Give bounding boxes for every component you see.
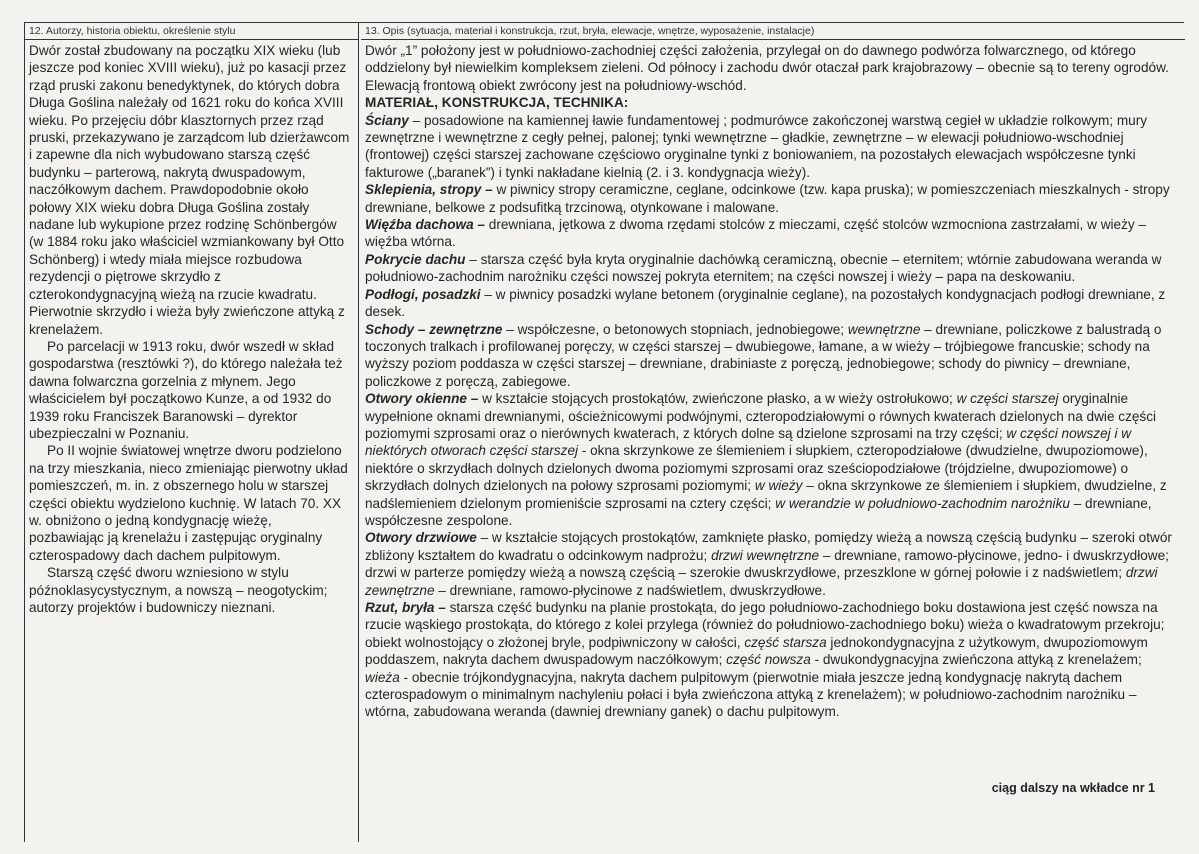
windows-italic-1: w części starszej	[956, 391, 1059, 407]
doors-italic-2: drzwi zewnętrzne	[365, 565, 1158, 598]
entry-windows	[365, 390, 1179, 529]
plan-italic-2: część nowsza	[726, 652, 811, 668]
windows-italic-2: w części nowszej i w niektórych otworach części starszej	[365, 425, 1132, 459]
stairs-text-2: – drewniane, policzkowe z balustradą o toczonych tralkach i profilowanej poręczy, w części starszej – dwubiegowe, łamane, a w wieży – trójbiegowe francuskie; schody na wyższy poziom poddasza w części starszej – drewniane, drabiniaste z poręczą, jednobiegowe; schody do piwnicy – drewniane, policzkowe z poręczą, zabiegowe.	[365, 321, 1162, 389]
plan-text-1: starsza część budynku na planie prostokąta, do jego południowo-zachodniego boku dostawiona jest część nowsza na rzucie wąskiego prostokąta, do którego z kolei przylega (również do południowo-zachodniego boku) wieża o kwadratowym przekroju; obiekt wolnostojący o złożonej bryle, podpiwniczony w całości,	[365, 600, 1165, 650]
entry-vaults	[365, 181, 1179, 216]
windows-italic-4: w werandzie w południowo-zachodnim narożniku	[775, 495, 1070, 511]
windows-italic-3: w wieży	[754, 478, 803, 494]
windows-text-3: - okna skrzynkowe ze ślemieniem i słupkiem, czteropodziałowe (dwudzielne, dwupoziomowe), niektóre o skrzydłach dolnych dzielonych dwoma poziomymi szprosami oraz sześciopodziałowe (trójdzielne, dwupoziomowe) o skrzydłach dolnych dzielonych na połowy szprosami poziomymi;	[365, 443, 1148, 494]
entry-floors	[365, 286, 1179, 321]
entry-roofing	[365, 251, 1179, 286]
windows-label: Otwory okienne –	[365, 391, 479, 407]
stairs-label: Schody	[365, 321, 415, 337]
windows-text-4: – okna skrzynkowe ze ślemieniem i słupkiem, dwudzielne, z nadślemieniem dzielonym promieniście szprosami na cztery części;	[365, 478, 1167, 511]
plan-text-2: jednokondygnacyjna z użytkowym, dwupoziomowym poddaszem, nakryta dachem dwuspadowym naczółkowym;	[365, 634, 1148, 668]
section-12-column	[25, 23, 359, 842]
plan-label: Rzut, bryła –	[365, 600, 446, 615]
section-12-heading: 12. Autorzy, historia obiektu, określenie stylu	[25, 23, 358, 40]
section-12-body	[25, 40, 358, 616]
section-title: MATERIAŁ, KONSTRUKCJA, TECHNIKA:	[365, 95, 629, 111]
entry-stairs	[365, 321, 1179, 391]
entry-walls	[365, 112, 1179, 182]
section-13-body	[361, 40, 1185, 721]
history-paragraph-3: Po II wojnie światowej wnętrze dworu podzielono na trzy mieszkania, nieco zmieniając pierwotny układ pomieszczeń, m. in. z obszernego holu w starszej części obiektu wydzielono kuchnię. W latach 70. XX w. obniżono o jedną kondygnację wieżę, pozbawiając ją krenelażu i zastępując oryginalny czterospadowy dach dachem pulpitowym.	[29, 443, 348, 563]
history-paragraph-1: Dwór został zbudowany na początku XIX wieku (lub jeszcze pod koniec XVIII wieku), już po kasacji przez rząd pruski zakonu benedyktynek, do których dobra Długa Goślina należały od 1621 roku do końca XVIII wieku. Po przejęciu dóbr klasztornych przez rząd pruski, przekazywano je zarządcom lub dzierżawcom i zapewne dla nich wybudowano starszą część budynku – parterową, nakrytą dwuspadowym, naczółkowym dachem. Prawdopodobnie około połowy XIX wieku dobra Długa Goślina zostały nadane lub wykupione przez rodzinę Schönbergów (w 1884 roku jako właściciel wzmiankowany był Otto Schönberg) i wtedy miała miejsce rozbudowa rezydencji o piętrowe skrzydło z czterokondygnacyjną wieżą na rzucie kwadratu. Pierwotnie skrzydło i wieża były zwieńczone attyką z krenelażem.	[29, 43, 350, 337]
plan-text-4: - obecnie trójkondygnacyjna, nakryta dachem pulpitowym (pierwotnie miała jeszcze jedną kondygnację nakrytą dachem czterospadowym o minimalnym nachyleniu połaci i była zwieńczona attyką z krenelażem); w południowo-zachodnim narożniku – wtórna, zabudowana weranda (dawniej drewniany ganek) o dachu pulpitowym.	[365, 669, 1137, 720]
stairs-internal-label: wewnętrzne	[847, 321, 921, 337]
walls-text: – posadowione na kamiennej ławie fundamentowej ; podmurówce zakończonej warstwą cegieł w układzie rolkowym; mury zewnętrzne i wewnętrzne z cegły pełnej, palonej; tynki wewnętrzne – gładkie, zewnętrzne – w elewacji południowo-wschodniej (frontowej) części starszej zachowane częściowo oryginalne tynki z boniowaniem, na pozostałych elewacjach współczesne tynki fakturowe („baranek”) i tynki nakładane kielnią (2. i 3. kondygnacja wieży).	[365, 112, 1148, 180]
roof-truss-text: drewniana, jętkowa z dwoma rzędami stolców z mieczami, część stolców wzmocniona zastrzałami, w wieży – więźba wtórna.	[365, 217, 1147, 250]
vaults-text: w piwnicy stropy ceramiczne, ceglane, odcinkowe (tzw. kapa pruska); w pomieszczeniach mieszkalnych - stropy drewniane, belkowe z podsufitką trzcinową, otynkowane i malowane.	[365, 182, 1170, 215]
form-sheet	[24, 22, 1184, 842]
description-intro: Dwór „1” położony jest w południowo-zachodniej części założenia, przylegał on do dawnego podwórza folwarcznego, od którego oddzielony był niewielkim kompleksem zieleni. Od północy i zachodu dwór otaczał park krajobrazowy – obecnie są to tereny ogrodów. Elewacją frontową obiekt zwrócony jest na południowy-wschód.	[365, 43, 1169, 93]
stairs-text-1: – współczesne, o betonowych stopniach, jednobiegowe;	[502, 321, 848, 337]
stairs-external-label: – zewnętrzne	[414, 321, 503, 337]
plan-text-3: - dwukondygnacyjna zwieńczona attyką z krenelażem;	[810, 652, 1142, 668]
walls-label: Ściany	[365, 112, 409, 128]
floors-label: Podłogi, posadzki	[365, 286, 481, 302]
entry-doors	[365, 529, 1179, 599]
roofing-text: – starsza część była kryta oryginalnie dachówką ceramiczną, obecnie – eternitem; wtórnie zabudowana weranda w południowo-zachodnim narożniku części nowszej pokryta eternitem; na części nowszej i wieży – papa na deskowaniu.	[365, 251, 1162, 285]
doors-text-1: – w kształcie stojących prostokątów, zamknięte płasko, pomiędzy wieżą a nowszą częścią budynku – szeroki otwór zbliżony kształtem do kwadratu o odcinkowym nadprożu;	[365, 530, 1172, 563]
windows-text-2: oryginalnie wypełnione oknami drewnianymi, ościeżnicowymi podwójnymi, czteropodziałowymi o równych kwaterach dzielonych na dwie części poziomymi szprosami oraz o nierównych kwaterach, z których dolne są dzielone szprosami na trzy części;	[365, 391, 1157, 441]
continued-note: ciąg dalszy na wkładce nr 1	[991, 781, 1155, 795]
plan-italic-3: wieża	[365, 669, 400, 685]
roof-truss-label: Więźba dachowa –	[365, 217, 485, 233]
windows-text-5: – drewniane, współczesne zespolone.	[365, 495, 1152, 528]
entry-plan-massing	[365, 599, 1179, 721]
windows-text-1: w kształcie stojących prostokątów, zwieńczone płasko, a w wieży ostrołukowo;	[478, 391, 957, 407]
doors-label: Otwory drzwiowe	[365, 530, 477, 546]
section-13-heading: 13. Opis (sytuacja, materiał i konstrukcja, rzut, bryła, elewacje, wnętrze, wyposażenie, instalacje)	[361, 23, 1185, 40]
history-paragraph-4: Starszą część dworu wzniesiono w stylu późnoklasycystycznym, a nowszą – neogotyckim; autorzy projektów i budowniczy nieznani.	[29, 565, 328, 615]
doors-text-3: – drewniane, ramowo-płycinowe z nadświetlem, dwuskrzydłowe.	[434, 582, 826, 598]
doors-italic-1: drzwi wewnętrzne	[711, 547, 820, 563]
section-13-column	[361, 23, 1185, 842]
history-paragraph-2: Po parcelacji w 1913 roku, dwór wszedł w skład gospodarstwa (resztówki ?), do którego należała też dawna folwarczna gorzelnia z młynem. Jego właścicielem był początkowo Kunze, a od 1932 do 1939 roku Franciszek Baranowski – dyrektor ubezpieczalni w Poznaniu.	[29, 338, 343, 441]
plan-italic-1: część starsza	[744, 634, 827, 650]
doors-text-2: – drewniane, ramowo-płycinowe, jedno- i dwuskrzydłowe; drzwi w parterze pomiędzy wieżą a nowszą częścią – szerokie dwuskrzydłowe, przeszklone w górnej połowie i z nadświetlem;	[365, 547, 1169, 581]
entry-roof-truss	[365, 216, 1179, 251]
vaults-label: Sklepienia, stropy –	[365, 182, 493, 198]
roofing-label: Pokrycie dachu	[365, 251, 466, 267]
floors-text: – w piwnicy posadzki wylane betonem (oryginalnie ceglane), na pozostałych kondygnacjach podłogi drewniane, z desek.	[365, 286, 1166, 320]
